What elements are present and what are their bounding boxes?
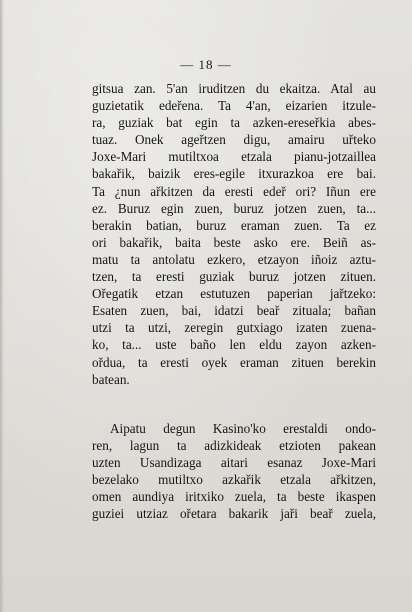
text-line: ořdua, ta eresti oyek eraman zituen berekin — [92, 354, 376, 370]
text-line: uzten Usandizaga aitari esanaz Joxe-Mari — [92, 455, 376, 471]
page-edge-shadow — [0, 0, 4, 612]
text-line: tzen, ta eresti guziak buruz jotzen zituen. — [92, 269, 376, 285]
text-line: gitsua zan. 5'an iruditzen du ekaitza. Atal au — [92, 81, 376, 96]
text-line: ori bakařik, baita beste asko ere. Beiñ as- — [92, 234, 376, 250]
text-line: ren, lagun ta adizkideak etzioten pakean — [92, 438, 376, 454]
text-line: utzi ta utzi, zeregin gutxiago izaten zuena- — [92, 320, 376, 336]
text-line: matu ta antolatu ezkero, etzayon iñoiz aztu- — [92, 251, 376, 267]
text-line: bezelako mutiltxo azkařik etzala ařkitzen, — [92, 472, 376, 488]
text-line: bakařik, baizik eres-egile itxurazkoa ere bai. — [92, 166, 376, 182]
page-number: — 18 — — [180, 57, 232, 72]
text-line: tuaz. Onek ageřtzen digu, amairu uřteko — [92, 132, 376, 148]
text-line: ez. Buruz egin zuen, buruz jotzen zuen, ta... — [92, 200, 376, 216]
text-line: guzietatik edeřena. Ta 4'an, eizarien itzule- — [92, 98, 376, 114]
paragraph-2 — [92, 420, 376, 523]
text-line: omen aundiya iritxiko zuela, ta beste ikaspen — [92, 489, 376, 505]
text-line: ko, ta... uste baño len eldu zayon azken- — [92, 337, 376, 353]
text-line: batean. — [92, 371, 130, 387]
paragraph-1 — [92, 80, 376, 388]
text-line: Joxe-Mari mutiltxoa etzala pianu-jotzaillea — [92, 149, 376, 165]
text-line: Ta ¿nun ařkitzen da eresti edeř ori? Iñun ere — [92, 183, 376, 199]
text-line: Esaten zuen, bai, idatzi beař zituala; bañan — [92, 303, 376, 319]
text-line: guziei utziaz ořetara bakarik jaři beař zuela, — [92, 506, 376, 522]
text-line: berakin batian, buruz eraman zuen. Ta ez — [92, 217, 376, 233]
text-line: ra, guziak bat egin ta azken-ereseřkia abes- — [92, 115, 376, 131]
text-line: Ořegatik etzan estutuzen paperian jařtzeko: — [92, 286, 376, 302]
text-line: Aipatu degun Kasino'ko erestaldi ondo- — [110, 421, 376, 436]
